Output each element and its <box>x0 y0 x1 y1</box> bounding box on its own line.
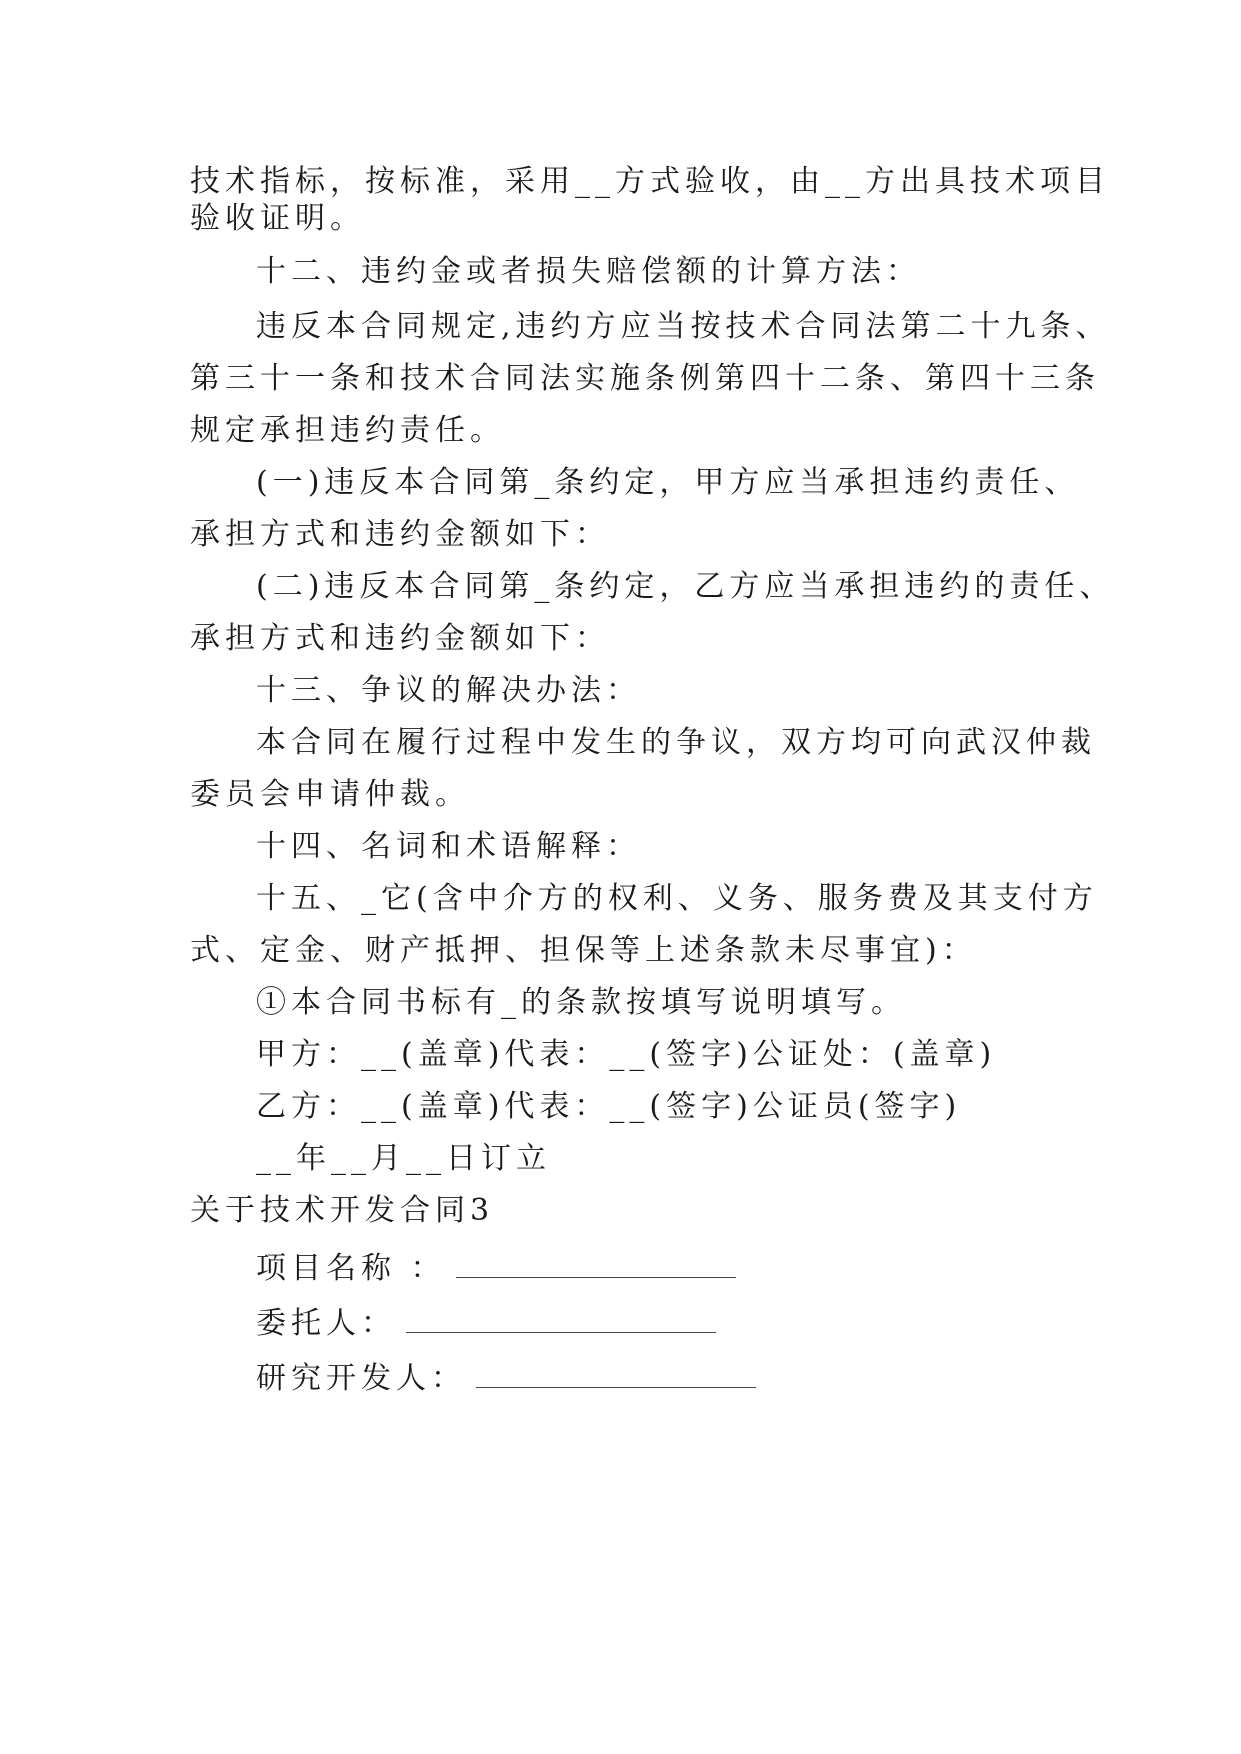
section-heading-12: 十二、违约金或者损失赔偿额的计算方法： <box>256 254 921 289</box>
document-title: 关于技术开发合同3 <box>190 1193 495 1228</box>
paragraph-line: 式、定金、财产抵押、担保等上述条款未尽事宜)： <box>190 933 977 968</box>
signature-line-party-a: 甲方：__(盖章)代表：__(签字)公证处：(盖章) <box>256 1037 997 1072</box>
paragraph-line: 本合同在履行过程中发生的争议，双方均可向武汉仲裁 <box>256 725 1096 760</box>
section-heading-15: 十五、_它(含中介方的权利、义务、服务费及其支付方 <box>256 881 1098 916</box>
paragraph-line: 承担方式和违约金额如下： <box>190 517 610 552</box>
signature-line-party-b: 乙方：__(盖章)代表：__(签字)公证员(签字) <box>256 1089 962 1124</box>
date-line: __年__月__日订立 <box>256 1141 551 1176</box>
section-heading-13: 十三、争议的解决办法： <box>256 673 641 708</box>
developer-field <box>256 1359 756 1396</box>
paragraph-line: (二)违反本合同第_条约定，乙方应当承担违约的责任、 <box>256 569 1115 604</box>
client-blank <box>406 1304 716 1333</box>
paragraph-line: 承担方式和违约金额如下： <box>190 621 610 656</box>
paragraph-line: ①本合同书标有_的条款按填写说明填写。 <box>256 985 906 1020</box>
paragraph-line: 第三十一条和技术合同法实施条例第四十二条、第四十三条 <box>190 361 1100 396</box>
paragraph-line: 规定承担违约责任。 <box>190 413 505 448</box>
project-name-field <box>256 1249 736 1286</box>
project-name-blank <box>456 1249 736 1278</box>
section-heading-14: 十四、名词和术语解释： <box>256 829 641 864</box>
paragraph-line: 违反本合同规定,违约方应当按技术合同法第二十九条、 <box>256 309 1111 344</box>
developer-label: 研究开发人： <box>256 1361 466 1396</box>
paragraph-line: (一)违反本合同第_条约定，甲方应当承担违约责任、 <box>256 465 1080 500</box>
paragraph-line: 验收证明。 <box>190 201 365 236</box>
paragraph-line: 委员会申请仲裁。 <box>190 777 470 812</box>
paragraph-line: 技术指标，按标准，采用__方式验收，由__方出具技术项目 <box>190 164 1110 199</box>
project-name-label: 项目名称 ： <box>256 1251 446 1286</box>
client-label: 委托人： <box>256 1306 396 1341</box>
developer-blank <box>476 1359 756 1388</box>
client-field <box>256 1304 716 1341</box>
